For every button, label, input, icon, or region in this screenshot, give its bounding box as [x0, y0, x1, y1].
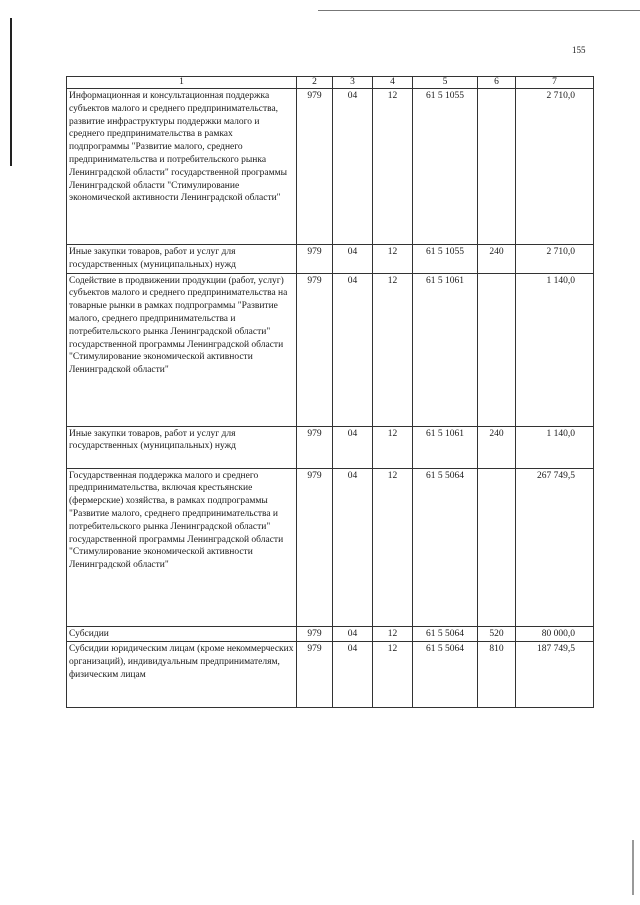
- table-row: [67, 626, 594, 642]
- cell-sum: 267 749,5: [516, 468, 594, 626]
- cell-csr: 61 5 5064: [413, 626, 478, 642]
- table-row: [67, 642, 594, 708]
- cell-csr: 61 5 1055: [413, 89, 478, 245]
- cell-rz: 04: [333, 273, 373, 426]
- cell-grbs: 979: [297, 89, 333, 245]
- column-header: 7: [516, 77, 594, 89]
- scan-edge-mark-right: [632, 840, 634, 895]
- table-row: [67, 273, 594, 426]
- cell-rz: 04: [333, 426, 373, 468]
- table-row: [67, 245, 594, 274]
- cell-pr: 12: [373, 626, 413, 642]
- cell-vr: 240: [478, 426, 516, 468]
- cell-pr: 12: [373, 273, 413, 426]
- table-row: [67, 89, 594, 245]
- cell-grbs: 979: [297, 642, 333, 708]
- cell-sum: 2 710,0: [516, 89, 594, 245]
- scan-top-line: [318, 10, 640, 11]
- row-name: Иные закупки товаров, работ и услуг для государственных (муниципальных) нужд: [67, 245, 297, 274]
- cell-pr: 12: [373, 642, 413, 708]
- row-name: Субсидии: [67, 626, 297, 642]
- cell-rz: 04: [333, 626, 373, 642]
- cell-vr: 240: [478, 245, 516, 274]
- cell-csr: 61 5 5064: [413, 642, 478, 708]
- column-header: 5: [413, 77, 478, 89]
- column-header: 2: [297, 77, 333, 89]
- cell-vr: [478, 89, 516, 245]
- cell-sum: 1 140,0: [516, 426, 594, 468]
- cell-vr: [478, 468, 516, 626]
- row-name: Государственная поддержка малого и среднего предпринимательства, включая крестьянские (фермерские) хозяйства, в рамках подпрограммы "Развитие малого, среднего предпринимательства и потребительского рынка Ленинградской области" государственной программы Ленинградской области "Стимулирование экономической активности Ленинградской области": [67, 468, 297, 626]
- cell-rz: 04: [333, 468, 373, 626]
- cell-sum: 1 140,0: [516, 273, 594, 426]
- table-row: [67, 468, 594, 626]
- row-name: Субсидии юридическим лицам (кроме некоммерческих организаций), индивидуальным предпринимателям, физическим лицам: [67, 642, 297, 708]
- cell-csr: 61 5 1055: [413, 245, 478, 274]
- column-header: 3: [333, 77, 373, 89]
- row-name: Информационная и консультационная поддержка субъектов малого и среднего предпринимательства, развитие инфраструктуры поддержки малого и среднего предпринимательства в рамках подпрограммы "Развитие малого, среднего предпринимательства и потребительского рынка Ленинградской области" государственной программы Ленинградской области "Стимулирование экономической активности Ленинградской области": [67, 89, 297, 245]
- scan-edge-mark: [10, 18, 12, 166]
- table-header-row: [67, 77, 594, 89]
- cell-rz: 04: [333, 89, 373, 245]
- cell-grbs: 979: [297, 273, 333, 426]
- budget-table: [66, 76, 594, 708]
- cell-pr: 12: [373, 426, 413, 468]
- cell-rz: 04: [333, 245, 373, 274]
- cell-pr: 12: [373, 245, 413, 274]
- cell-csr: 61 5 1061: [413, 273, 478, 426]
- row-name: Иные закупки товаров, работ и услуг для государственных (муниципальных) нужд: [67, 426, 297, 468]
- cell-csr: 61 5 5064: [413, 468, 478, 626]
- cell-grbs: 979: [297, 426, 333, 468]
- row-name: Содействие в продвижении продукции (работ, услуг) субъектов малого и среднего предпринимательства на товарные рынки в рамках подпрограммы "Развитие малого, среднего предпринимательства и потребительского рынка Ленинградской области" государственной программы Ленинградской области "Стимулирование экономической активности Ленинградской области": [67, 273, 297, 426]
- cell-vr: 520: [478, 626, 516, 642]
- column-header: 4: [373, 77, 413, 89]
- cell-pr: 12: [373, 89, 413, 245]
- cell-sum: 187 749,5: [516, 642, 594, 708]
- cell-grbs: 979: [297, 468, 333, 626]
- cell-grbs: 979: [297, 626, 333, 642]
- cell-vr: 810: [478, 642, 516, 708]
- cell-rz: 04: [333, 642, 373, 708]
- table-row: [67, 426, 594, 468]
- column-header: 1: [67, 77, 297, 89]
- page-number: 155: [572, 45, 586, 55]
- cell-vr: [478, 273, 516, 426]
- cell-sum: 2 710,0: [516, 245, 594, 274]
- cell-pr: 12: [373, 468, 413, 626]
- column-header: 6: [478, 77, 516, 89]
- cell-sum: 80 000,0: [516, 626, 594, 642]
- cell-grbs: 979: [297, 245, 333, 274]
- cell-csr: 61 5 1061: [413, 426, 478, 468]
